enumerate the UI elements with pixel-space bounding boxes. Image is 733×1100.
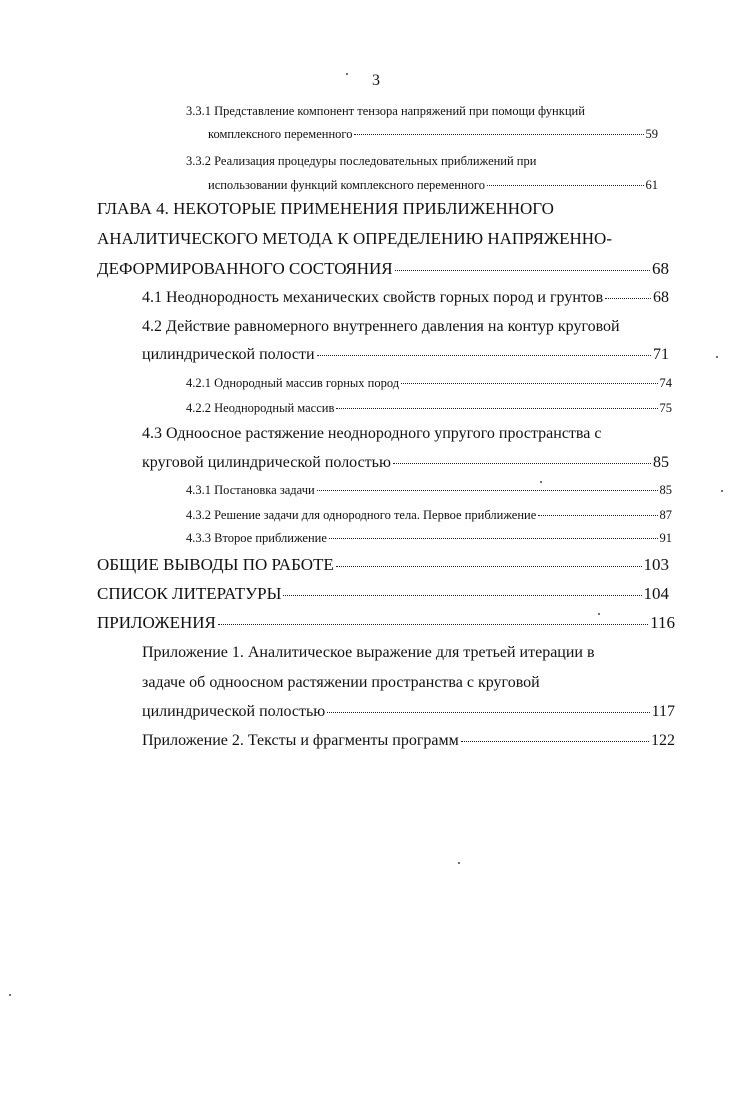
- toc-ch4-line2: АНАЛИТИЧЕСКОГО МЕТОДА К ОПРЕДЕЛЕНИЮ НАПРЯЖЕННО-: [97, 229, 612, 248]
- dot-leader: [329, 538, 658, 539]
- dot-leader: [218, 624, 648, 625]
- toc-references-title: СПИСОК ЛИТЕРАТУРЫ: [97, 584, 282, 603]
- toc-entry-4-2-2: [186, 401, 672, 416]
- dot-leader: [317, 490, 658, 491]
- toc-4-3-2-title: 4.3.2 Решение задачи для однородного тела. Первое приближение: [186, 508, 537, 522]
- toc-4-3-3-page: 91: [659, 531, 672, 545]
- toc-entry-references: [97, 584, 669, 604]
- toc-4-2-line1: 4.2 Действие равномерного внутреннего давления на контур круговой: [142, 318, 620, 335]
- toc-4-2-1-page: 74: [659, 376, 672, 390]
- toc-4-1-title: 4.1 Неоднородность механических свойств горных пород и грунтов: [142, 289, 604, 306]
- toc-3-3-1-page: 59: [645, 127, 658, 141]
- toc-entry-4-3: [142, 454, 669, 472]
- scan-speck: [598, 613, 600, 615]
- toc-3-3-2-line1: 3.3.2 Реализация процедуры последовательных приближений при: [186, 154, 537, 168]
- toc-4-3-2-page: 87: [659, 508, 672, 522]
- toc-appendices-page: 116: [650, 613, 675, 632]
- dot-leader: [395, 270, 650, 271]
- page-number: 3: [372, 72, 380, 89]
- toc-conclusions-title: ОБЩИЕ ВЫВОДЫ ПО РАБОТЕ: [97, 555, 334, 574]
- dot-leader: [283, 595, 641, 596]
- toc-entry-4-2: [142, 346, 669, 364]
- toc-3-3-2-page: 61: [645, 178, 658, 192]
- toc-entry-4-3-2: [186, 508, 672, 523]
- toc-appendices-title: ПРИЛОЖЕНИЯ: [97, 613, 216, 632]
- toc-app1-line1: Приложение 1. Аналитическое выражение для третьей итерации в: [142, 644, 595, 661]
- toc-ch4-line1: ГЛАВА 4. НЕКОТОРЫЕ ПРИМЕНЕНИЯ ПРИБЛИЖЕННОГО: [97, 199, 554, 218]
- dot-leader: [336, 408, 657, 409]
- scan-speck: [9, 994, 11, 996]
- toc-4-3-3-title: 4.3.3 Второе приближение: [186, 531, 327, 545]
- toc-app2-title: Приложение 2. Тексты и фрагменты программ: [142, 732, 459, 749]
- toc-4-2-page: 71: [653, 346, 669, 363]
- toc-entry-app2: [142, 732, 675, 750]
- dot-leader: [317, 355, 652, 356]
- dot-leader: [538, 515, 657, 516]
- toc-3-3-2-line2: использовании функций комплексного переменного: [208, 178, 486, 192]
- toc-entry-conclusions: [97, 555, 669, 575]
- dot-leader: [461, 741, 649, 742]
- toc-entry-appendices: [97, 613, 675, 633]
- dot-leader: [336, 566, 642, 567]
- dot-leader: [354, 134, 643, 135]
- toc-entry-app1: [142, 703, 675, 721]
- toc-4-2-2-page: 75: [659, 401, 672, 415]
- toc-4-3-page: 85: [653, 454, 669, 471]
- toc-app2-page: 122: [651, 732, 675, 749]
- toc-4-1-page: 68: [653, 289, 669, 306]
- toc-entry-4-3-3: [186, 531, 672, 546]
- toc-entry-4-1: [142, 289, 669, 307]
- toc-references-page: 104: [643, 584, 669, 603]
- toc-entry-ch4: [97, 259, 669, 279]
- toc-4-3-line1: 4.3 Одноосное растяжение неоднородного упругого пространства с: [142, 425, 602, 442]
- dot-leader: [605, 298, 651, 299]
- dot-leader: [327, 712, 649, 713]
- toc-4-2-line2: цилиндрической полости: [142, 346, 315, 363]
- dot-leader: [393, 463, 651, 464]
- toc-3-3-1-line2: комплексного переменного: [208, 127, 353, 141]
- scan-speck: [458, 862, 460, 864]
- scan-speck: [346, 73, 348, 75]
- toc-ch4-page: 68: [652, 259, 669, 278]
- toc-entry-4-3-1: [186, 483, 672, 498]
- scan-speck: [540, 481, 542, 483]
- scan-speck: [716, 356, 718, 358]
- toc-app1-line2: задаче об одноосном растяжении пространства с круговой: [142, 674, 540, 691]
- toc-entry-3-3-1: [208, 127, 658, 142]
- toc-entry-3-3-2: [208, 178, 658, 193]
- toc-4-3-1-title: 4.3.1 Постановка задачи: [186, 483, 315, 497]
- toc-entry-4-2-1: [186, 376, 672, 391]
- toc-app1-line3: цилиндрической полостью: [142, 703, 326, 720]
- toc-4-3-line2: круговой цилиндрической полостью: [142, 454, 391, 471]
- toc-4-2-1-title: 4.2.1 Однородный массив горных пород: [186, 376, 400, 390]
- toc-4-3-1-page: 85: [659, 483, 672, 497]
- scan-speck: [721, 490, 723, 492]
- dot-leader: [401, 383, 657, 384]
- dot-leader: [487, 185, 643, 186]
- toc-conclusions-page: 103: [643, 555, 669, 574]
- toc-ch4-line3: ДЕФОРМИРОВАННОГО СОСТОЯНИЯ: [97, 259, 393, 278]
- toc-app1-page: 117: [651, 703, 675, 720]
- toc-3-3-1-line1: 3.3.1 Представление компонент тензора напряжений при помощи функций: [186, 104, 585, 118]
- toc-4-2-2-title: 4.2.2 Неоднородный массив: [186, 401, 335, 415]
